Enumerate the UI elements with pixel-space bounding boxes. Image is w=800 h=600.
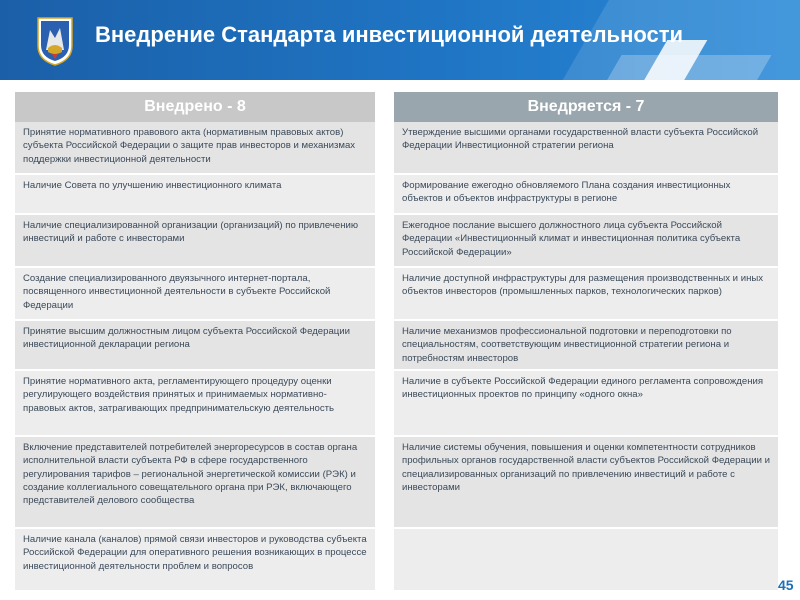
header-banner	[0, 0, 800, 80]
list-item: Наличие специализированной организации (организаций) по привлечению инвестиций и работе с инвесторами	[15, 215, 375, 268]
list-item: Принятие высшим должностным лицом субъекта Российской Федерации инвестиционной декларации региона	[15, 321, 375, 371]
list-item: Наличие канала (каналов) прямой связи инвесторов и руководства субъекта Российской Федерации для оперативного решения возникающих в процессе инвестиционной деятельности проблем и вопросов	[15, 529, 375, 592]
list-item: Наличие Совета по улучшению инвестиционного климата	[15, 175, 375, 215]
list-item: Утверждение высшими органами государственной власти субъекта Российской Федерации Инвестиционной стратегии региона	[394, 122, 778, 175]
list-item: Включение представителей потребителей энергоресурсов в состав органа исполнительной власти субъекта РФ в сфере государственного регулирования тарифов – региональной энергетической комиссии (РЭК) и создание коллегиального совещательного органа при РЭК, включающего представителей делового сообщества	[15, 437, 375, 529]
list-item: Формирование ежегодно обновляемого Плана создания инвестиционных объектов и объектов инфраструктуры в регионе	[394, 175, 778, 215]
implemented-column	[15, 92, 375, 592]
list-item: Наличие системы обучения, повышения и оценки компетентности сотрудников профильных органов государственной власти субъектов Российской Федерации и специализированных организаций по привлечению инвестиций и работе с инвесторами	[394, 437, 778, 529]
list-item: Принятие нормативного акта, регламентирующего процедуру оценки регулирующего воздействия принятых и принимаемых нормативно-правовых актов, затрагивающих предпринимательскую деятельность	[15, 371, 375, 437]
list-item: Наличие доступной инфраструктуры для размещения производственных и иных объектов инвесторов (промышленных парков, технологических парков)	[394, 268, 778, 321]
coat-of-arms-emblem-icon	[36, 16, 74, 66]
list-item: Наличие механизмов профессиональной подготовки и переподготовки по специальностям, соответствующим инвестиционной стратегии региона и потребностям инвесторов	[394, 321, 778, 371]
page-title: Внедрение Стандарта инвестиционной деятельности	[95, 22, 684, 47]
implemented-heading: Внедрено - 8	[15, 92, 375, 122]
list-item: Создание специализированного двуязычного интернет-портала, посвященного инвестиционной деятельности в субъекте Российской Федерации	[15, 268, 375, 321]
page-number: 45	[778, 577, 794, 593]
in-progress-column	[394, 92, 778, 592]
in-progress-heading: Внедряется - 7	[394, 92, 778, 122]
list-item-empty	[394, 529, 778, 592]
list-item: Принятие нормативного правового акта (нормативным правовых актов) субъекта Российской Федерации о защите прав инвесторов и механизмах поддержки инвестиционной деятельности	[15, 122, 375, 175]
list-item: Ежегодное послание высшего должностного лица субъекта Российской Федерации «Инвестиционный климат и инвестиционная политика субъекта Российской Федерации»	[394, 215, 778, 268]
list-item: Наличие в субъекте Российской Федерации единого регламента сопровождения инвестиционных проектов по принципу «одного окна»	[394, 371, 778, 437]
